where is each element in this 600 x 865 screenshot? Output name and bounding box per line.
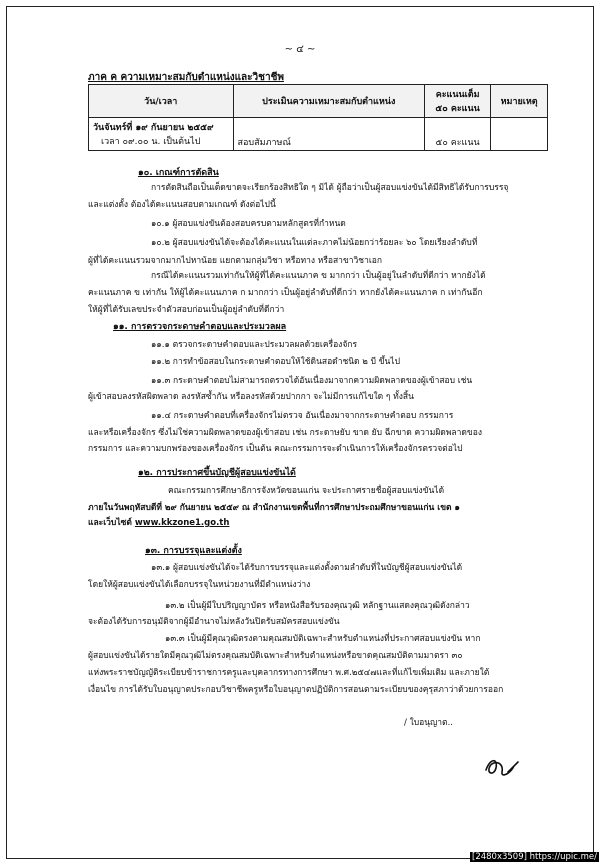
text-line: กรณีได้คะแนนรวมเท่ากันให้ผู้ที่ได้คะแนนภาค ข มากกว่า เป็นผู้อยู่ในลำดับที่ดีกว่า หากยังได้ bbox=[151, 271, 486, 281]
website-line bbox=[88, 518, 229, 530]
announcement-date-line: ภายในวันพฤหัสบดีที่ ๒๙ กันยายน ๒๕๕๙ ณ สำนักงานเขตพื้นที่การศึกษาประถมศึกษาขอนแก่น เขต ๑ bbox=[88, 503, 460, 513]
text-line: ๑๓.๓ เป็นผู้มีคุณวุฒิตรงตามคุณสมบัติเฉพาะสำหรับตำแหน่งที่ประกาศสอบแข่งขัน หาก bbox=[165, 634, 481, 644]
row-assessment: สอบสัมภาษณ์ bbox=[233, 118, 424, 151]
text-line: แห่งพระราชบัญญัติระเบียบข้าราชการครูและบุคลากรทางการศึกษา พ.ศ.๒๕๔๗และที่แก้ไขเพิ่มเติม และภายใต้ bbox=[88, 668, 490, 678]
text-line: ให้ผู้ที่ได้รับเลขประจำตัวสอบก่อนเป็นผู้อยู่ลำดับที่ดีกว่า bbox=[88, 305, 285, 315]
table-header-row bbox=[89, 85, 548, 118]
row-remark bbox=[491, 118, 548, 151]
text-line: ๑๑.๑ ตรวจกระดาษคำตอบและประมวลผลด้วยเครื่องจักร bbox=[151, 340, 358, 350]
table-row bbox=[89, 118, 548, 151]
text-line: ๑๑.๔ กระดาษคำตอบที่เครื่องจักรไม่ตรวจ อันเนื่องมาจากกระดาษคำตอบ กรรมการ bbox=[151, 411, 454, 421]
text-line: ๑๓.๑ ผู้สอบแข่งขันได้จะได้รับการบรรจุและแต่งตั้งตามลำดับที่ในบัญชีผู้สอบแข่งขันได้ bbox=[151, 563, 463, 573]
heading-11: ๑๑. การตรวจกระดาษคำตอบและประมวลผล bbox=[113, 322, 287, 332]
row-score: ๕๐ คะแนน bbox=[424, 118, 490, 151]
page-number: ~ ๔ ~ bbox=[284, 44, 316, 55]
website-label: และเว็บไซต์ bbox=[88, 518, 132, 528]
heading-10: ๑๐. เกณฑ์การตัดสิน bbox=[138, 168, 219, 178]
website-link[interactable]: www.kkzone1.go.th bbox=[134, 518, 230, 528]
text-line: ผู้เข้าสอบลงรหัสผิดพลาด ลงรหัสซ้ำกัน หรือลงรหัสด้วยปากกา จะไม่มีการแก้ไขใด ๆ ทั้งสิ้น bbox=[88, 392, 414, 402]
text-line: เงื่อนไข การได้รับใบอนุญาตประกอบวิชาชีพครูหรือใบอนุญาตปฏิบัติการสอนตามระเบียบของคุรุสภาว่าด้วยการออก bbox=[88, 685, 504, 695]
section-title: ภาค ค ความเหมาะสมกับตำแหน่งและวิชาชีพ bbox=[88, 72, 284, 83]
text-line: ๑๐.๒ ผู้สอบแข่งขันได้จะต้องได้คะแนนในแต่ละภาคไม่น้อยกว่าร้อยละ ๖๐ โดยเรียงลำดับที่ bbox=[151, 238, 478, 248]
text-line: คณะกรรมการศึกษาธิการจังหวัดขอนแก่น จะประกาศรายชื่อผู้สอบแข่งขันได้ bbox=[168, 486, 445, 496]
image-source-footer: [2480x3509] https://upic.me/ bbox=[472, 852, 597, 862]
heading-13: ๑๓. การบรรจุและแต่งตั้ง bbox=[145, 546, 242, 556]
text-line: และหรือเครื่องจักร ซึ่งไม่ใช่ความผิดพลาดของผู้เข้าสอบ เช่น กระดาษยับ ขาด ยับ ฉีกขาด ความผิดพลาดของ bbox=[88, 428, 482, 438]
text-line: ผู้สอบแข่งขันได้รายใดมีคุณวุฒิไม่ตรงคุณสมบัติเฉพาะสำหรับตำแหน่งหรือขาดคุณสมบัติตามมาตรา ๓๐ bbox=[88, 651, 463, 661]
header-full-score: คะแนนเต็ม ๕๐ คะแนน bbox=[424, 85, 490, 118]
text-line: ๑๑.๒ การทำข้อสอบในกระดาษคำตอบให้ใช้ดินสอดำชนิด ๒ บี ขึ้นไป bbox=[151, 357, 400, 367]
text-line: และแต่งตั้ง ต้องได้คะแนนสอบตามเกณฑ์ ดังต่อไปนี้ bbox=[88, 200, 276, 210]
header-assessment: ประเมินความเหมาะสมกับตำแหน่ง bbox=[233, 85, 424, 118]
text-line: กรรมการ และความบกพร่องของเครื่องจักร เป็นต้น คณะกรรมการจะดำเนินการให้เครื่องจักรตรวจต่อไป bbox=[88, 444, 463, 454]
continuation-note: / ใบอนุญาต.. bbox=[404, 718, 453, 728]
text-line: คะแนนภาค ข เท่ากัน ให้ผู้ได้คะแนนภาค ก มากกว่า เป็นผู้อยู่ลำดับที่ดีกว่า หากยังได้คะแนนภาค ก เท่ากันอีก bbox=[88, 288, 483, 298]
text-line: จะต้องได้รับการอนุมัติจากผู้มีอำนาจไม่หลังวันปิดรับสมัครสอบแข่งขัน bbox=[88, 617, 340, 627]
row-time: เวลา ๐๙.๐๐ น. เป็นต้นไป bbox=[101, 137, 201, 147]
text-line: โดยให้ผู้สอบแข่งขันได้เลือกบรรจุในหน่วยงานที่มีตำแหน่งว่าง bbox=[88, 580, 311, 590]
heading-12: ๑๒. การประกาศขึ้นบัญชีผู้สอบแข่งขันได้ bbox=[138, 468, 296, 478]
text-line: ผู้ที่ได้คะแนนรวมจากมากไปหาน้อย แยกตามกลุ่มวิชา หรือทาง หรือสาขาวิชาเอก bbox=[88, 256, 383, 266]
row-date: วันจันทร์ที่ ๑๙ กันยายน ๒๕๕๙ bbox=[93, 123, 214, 133]
signature-mark bbox=[482, 752, 522, 782]
cell-date-time bbox=[89, 118, 234, 151]
text-line: ๑๐.๑ ผู้สอบแข่งขันต้องสอบครบตามหลักสูตรที่กำหนด bbox=[151, 219, 346, 229]
text-line: ๑๓.๒ เป็นผู้มีใบปริญญาบัตร หรือหนังสือรับรองคุณวุฒิ หลักฐานแสดงคุณวุฒิดังกล่าว bbox=[165, 601, 470, 611]
schedule-table bbox=[88, 84, 548, 151]
text-line: ๑๑.๓ กระดาษคำตอบไม่สามารถตรวจได้อันเนื่องมาจากความผิดพลาดของผู้เข้าสอบ เช่น bbox=[151, 376, 473, 386]
text-line: การตัดสินถือเป็นเด็ดขาดจะเรียกร้องสิทธิใด ๆ มิได้ ผู้ถือว่าเป็นผู้สอบแข่งขันได้มีสิทธิได้รับการบรรจุ bbox=[151, 183, 509, 193]
header-remark: หมายเหตุ bbox=[491, 85, 548, 118]
header-date-time: วัน/เวลา bbox=[89, 85, 234, 118]
